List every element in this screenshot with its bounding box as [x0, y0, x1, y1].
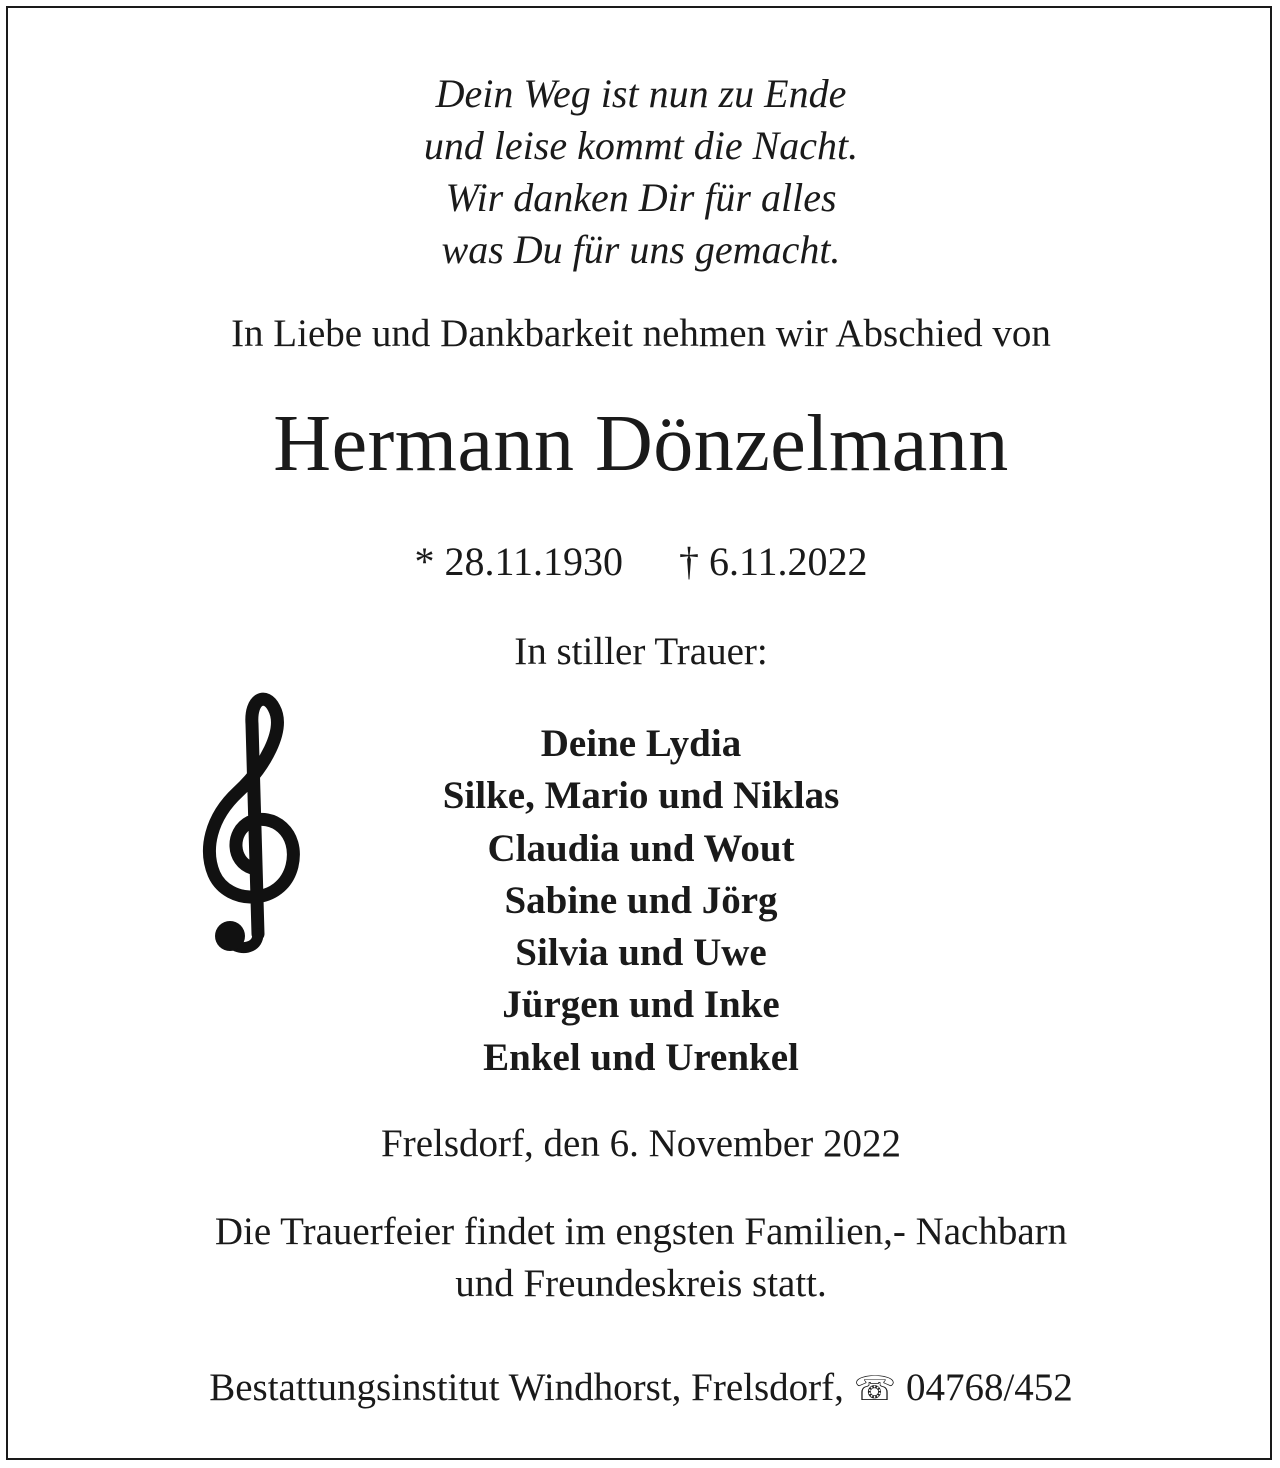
telephone-icon: ☏ — [853, 1369, 897, 1409]
mourner-1: Deine Lydia — [540, 722, 742, 765]
poem-line-3: Wir danken Dir für alles — [445, 175, 837, 220]
phone-number: 04768/452 — [905, 1366, 1073, 1409]
poem-line-1: Dein Weg ist nun zu Ende — [435, 71, 847, 116]
mourner-5: Silvia und Uwe — [515, 931, 767, 974]
place-date: Frelsdorf, den 6. November 2022 — [381, 1122, 901, 1165]
funeral-home — [8, 1364, 1274, 1413]
mourning-heading: In stiller Trauer: — [514, 630, 768, 673]
intro-text: In Liebe und Dankbarkeit nehmen wir Abschied von — [231, 312, 1051, 355]
funeral-home-name: Bestattungsinstitut Windhorst, Frelsdorf, — [209, 1366, 844, 1409]
mourner-2: Silke, Mario und Niklas — [442, 774, 840, 817]
mourner-6: Jürgen und Inke — [502, 983, 780, 1026]
birth-date: * 28.11.1930 — [414, 539, 623, 584]
deceased-name: Hermann Dönzelmann — [273, 400, 1009, 488]
mourner-4: Sabine und Jörg — [504, 879, 778, 922]
death-date: † 6.11.2022 — [679, 539, 868, 584]
notice-line-2: und Freundeskreis statt. — [455, 1262, 827, 1305]
poem-line-2: und leise kommt die Nacht. — [423, 123, 859, 168]
obituary-notice — [6, 6, 1272, 1460]
notice-line-1: Die Trauerfeier findet im engsten Familien,- Nachbarn — [214, 1210, 1068, 1253]
mourner-7: Enkel und Urenkel — [483, 1036, 799, 1079]
poem-line-4: was Du für uns gemacht. — [441, 227, 841, 272]
mourner-3: Claudia und Wout — [487, 827, 795, 870]
life-dates — [8, 538, 1274, 586]
